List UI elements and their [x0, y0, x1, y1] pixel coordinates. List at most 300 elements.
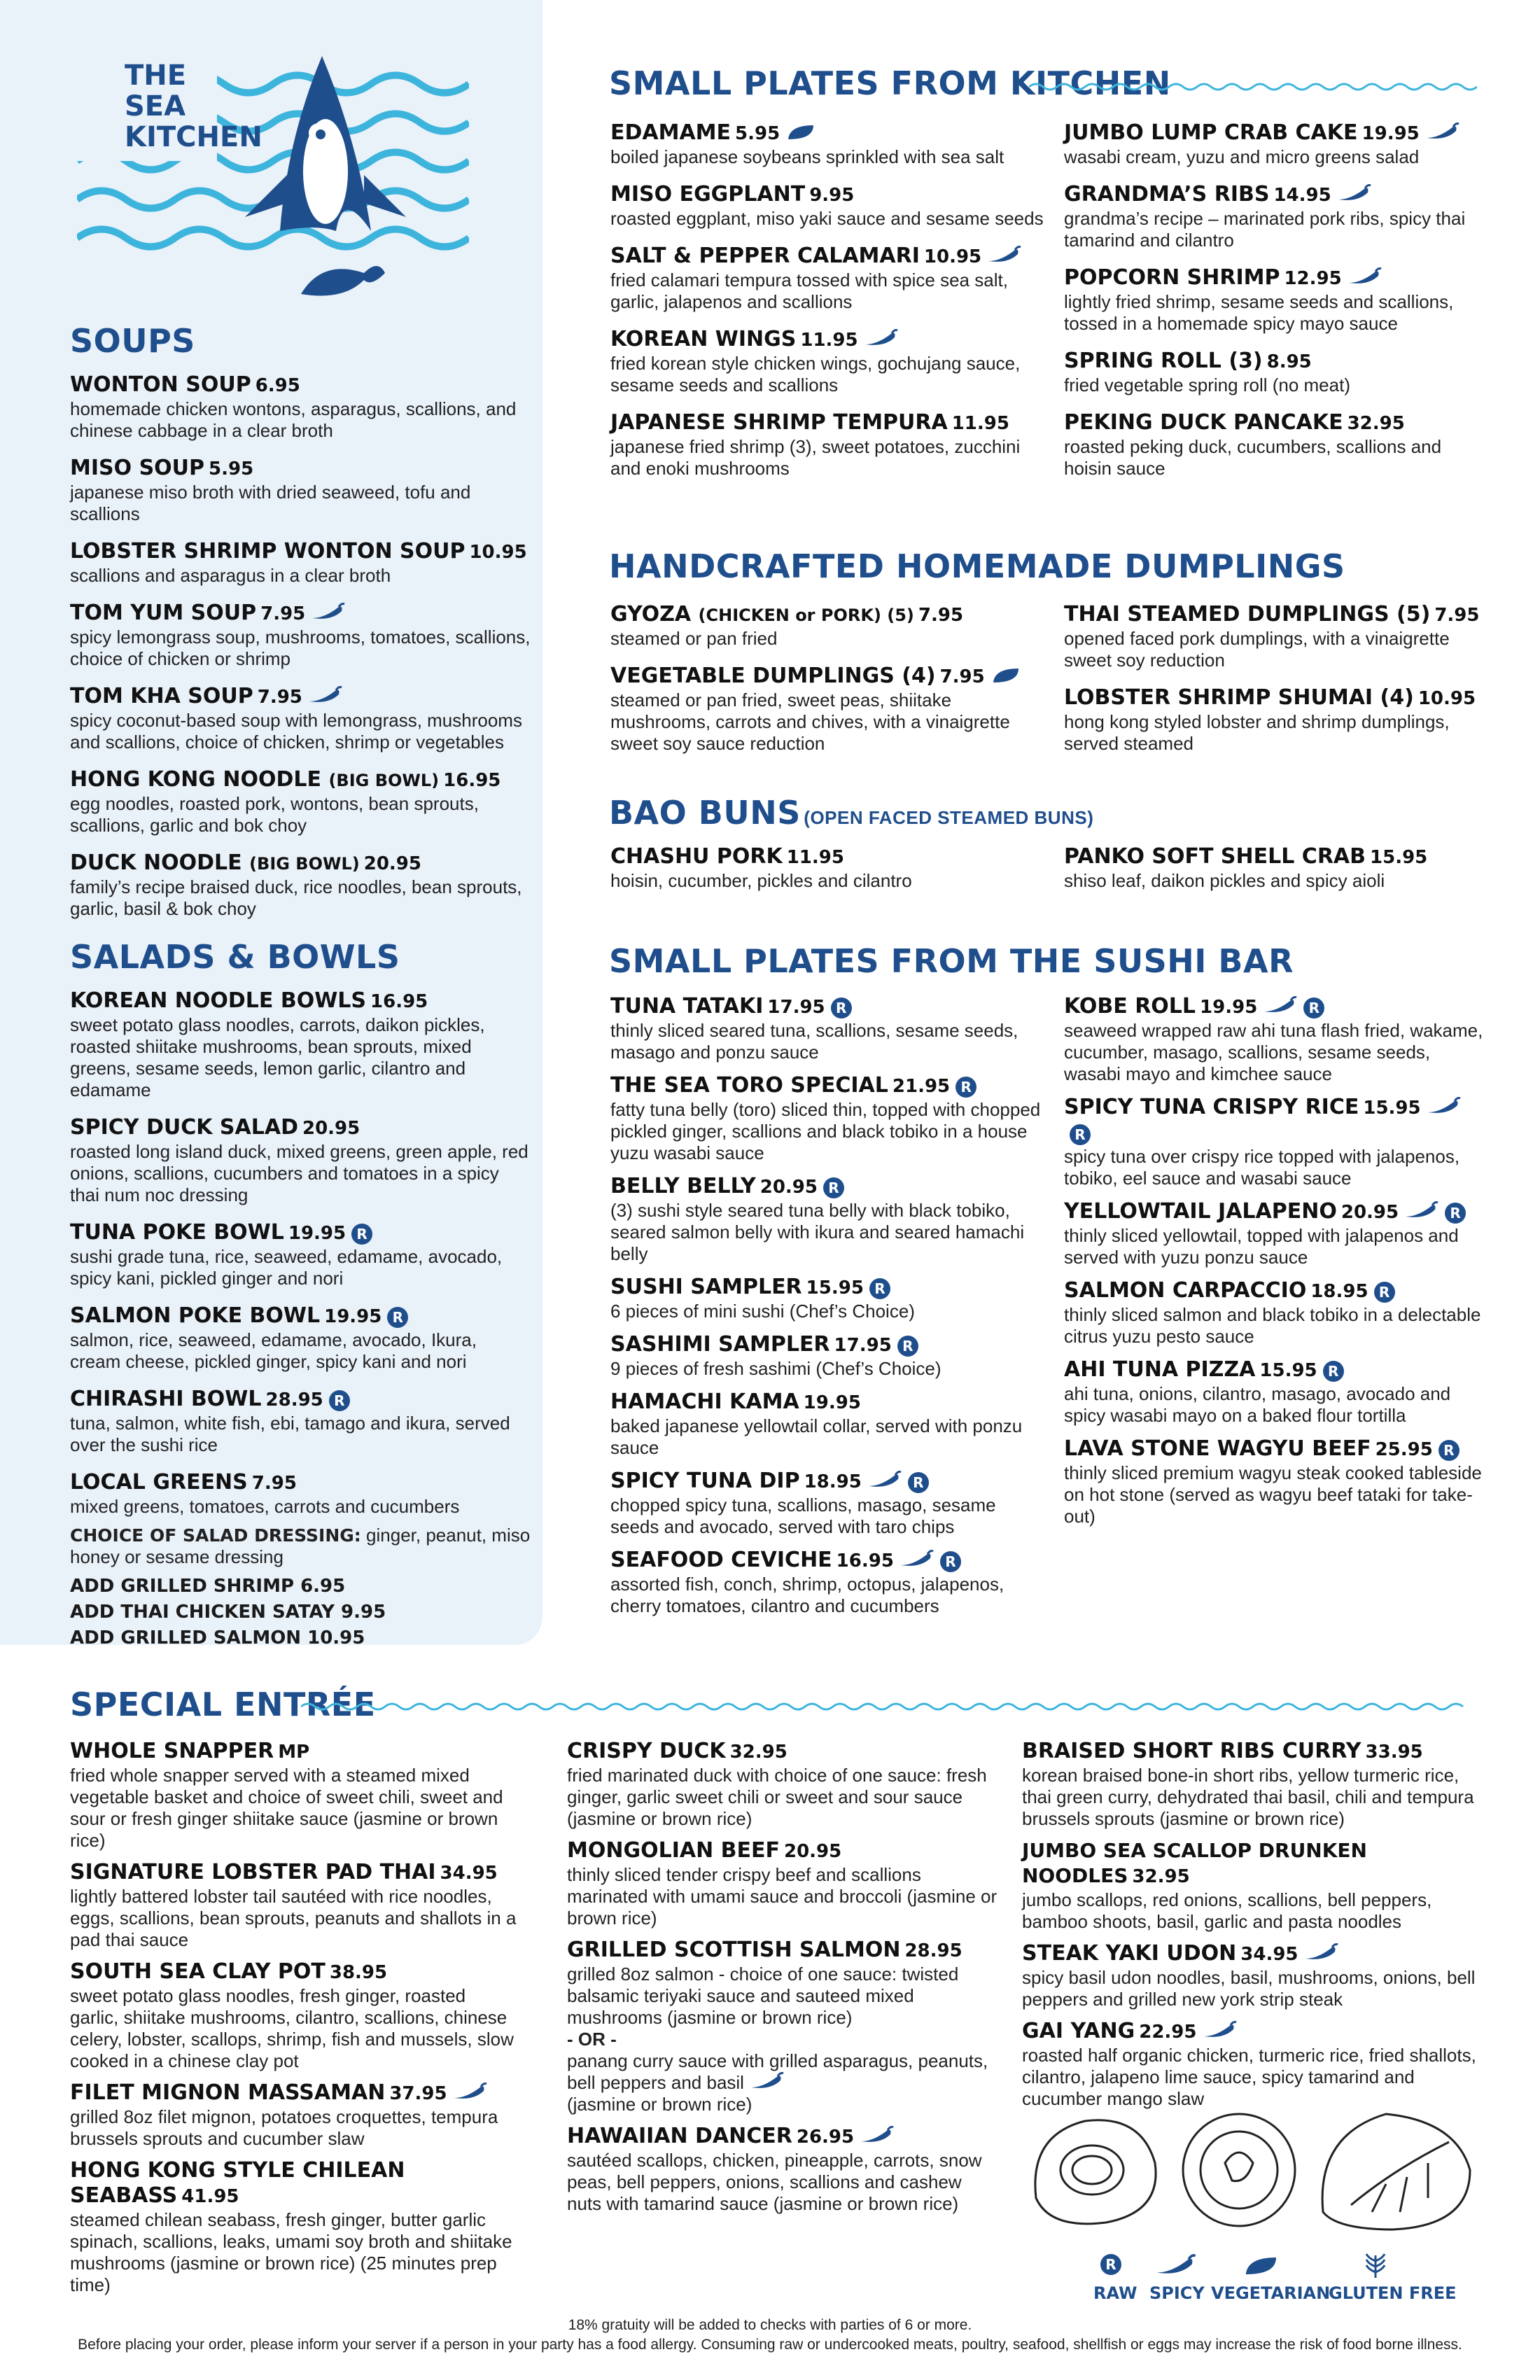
logo-line-2: SEA	[125, 90, 186, 122]
item-description: hong kong styled lobster and shrimp dumplings, served steamed	[1064, 711, 1450, 754]
item-rice-choice: (jasmine or brown rice)	[567, 2094, 752, 2115]
item-description: grandma’s recipe – marinated pork ribs, spicy thai tamarind and cilantro	[1064, 208, 1466, 251]
item-description: thinly sliced seared tuna, scallions, sesame seeds, masago and ponzu sauce	[610, 1020, 1018, 1063]
item-description: lightly battered lobster tail sautéed with rice noodles, eggs, scallions, bean sprouts, peanuts and shallots in a pad thai sauce	[70, 1886, 517, 1950]
kitchen-right-column	[1064, 120, 1484, 493]
menu-item	[1064, 182, 1484, 251]
menu-item	[70, 601, 532, 670]
item-description: shiso leaf, daikon pickles and spicy aioli	[1064, 870, 1385, 891]
item-name: TOM YUM SOUP	[70, 601, 257, 625]
item-price: 15.95	[1259, 1360, 1317, 1381]
item-name: THE SEA TORO SPECIAL	[610, 1073, 888, 1098]
menu-item	[70, 988, 532, 1101]
item-name: SUSHI SAMPLER	[610, 1275, 802, 1299]
item-note: (BIG BOWL)	[249, 854, 360, 874]
spicy-pepper-icon	[899, 1550, 934, 1569]
item-price: 15.95	[1370, 847, 1428, 868]
menu-item	[610, 1073, 1044, 1164]
item-name: MISO SOUP	[70, 456, 205, 480]
item-description-alt	[567, 2050, 1001, 2094]
menu-item	[610, 182, 1044, 230]
spicy-pepper-icon	[864, 329, 899, 349]
item-price: 28.95	[265, 1390, 323, 1410]
raw-badge-icon: R	[1070, 1124, 1091, 1145]
item-description: spicy coconut-based soup with lemongrass, mushrooms and scallions, choice of chicken, shrimp or vegetables	[70, 710, 522, 752]
addon-line: ADD GRILLED SHRIMP 6.95	[70, 1576, 346, 1597]
item-name: GRILLED SCOTTISH SALMON	[567, 1938, 901, 1962]
item-name: JUMBO SEA SCALLOP DRUNKEN NOODLES	[1022, 1839, 1367, 1887]
menu-item	[610, 1275, 1044, 1322]
item-name: KOREAN NOODLE BOWLS	[70, 988, 367, 1013]
salad-dressing-choice	[70, 1525, 532, 1568]
menu-item	[1022, 1739, 1484, 1830]
spicy-pepper-icon	[1427, 1097, 1462, 1116]
item-price: 8.95	[1266, 351, 1312, 372]
raw-badge-icon: R	[387, 1307, 408, 1328]
raw-badge-icon: R	[908, 1472, 929, 1493]
logo-line-3: KITCHEN	[125, 121, 262, 153]
item-price: 6.95	[255, 375, 300, 396]
item-price: 19.95	[288, 1223, 346, 1244]
item-price: 32.95	[1132, 1866, 1190, 1887]
menu-item	[1064, 844, 1484, 892]
item-name: SOUTH SEA CLAY POT	[70, 1959, 326, 1984]
legend-vegetarian-label: VEGETARIAN	[1211, 2283, 1331, 2303]
raw-badge-icon: R	[1323, 1361, 1344, 1382]
kitchen-title: SMALL PLATES FROM KITCHEN	[609, 64, 1171, 102]
item-price: 7.95	[918, 605, 964, 626]
menu-item	[610, 1548, 1044, 1617]
item-name: LOBSTER SHRIMP WONTON SOUP	[70, 539, 465, 564]
item-description: seaweed wrapped raw ahi tuna flash fried, wakame, cucumber, masago, scallions, sesame seeds, wasabi mayo and kimchee sauce	[1064, 1020, 1483, 1084]
item-price: 7.95	[251, 1473, 297, 1494]
menu-item	[1064, 685, 1484, 755]
item-price: 7.95	[260, 603, 306, 624]
item-price: 9.95	[809, 185, 855, 206]
item-note: (BIG BOWL)	[328, 771, 440, 790]
spicy-pepper-icon	[750, 2072, 785, 2092]
item-name: HONG KONG STYLE CHILEAN SEABASS	[70, 2158, 405, 2208]
item-name: BRAISED SHORT RIBS CURRY	[1022, 1739, 1362, 1763]
item-name: MONGOLIAN BEEF	[567, 1838, 780, 1863]
item-note: (CHICKEN or PORK) (5)	[698, 606, 914, 625]
menu-item	[70, 2080, 518, 2150]
item-price: 28.95	[904, 1940, 962, 1961]
item-price: 11.95	[800, 330, 858, 351]
item-price: 7.95	[939, 666, 985, 687]
item-description: ahi tuna, onions, cilantro, masago, avocado and spicy wasabi mayo on a baked flour tortilla	[1064, 1383, 1451, 1426]
menu-item	[610, 994, 1044, 1063]
raw-badge-icon: R	[940, 1551, 961, 1572]
item-name: SALMON CARPACCIO	[1064, 1278, 1307, 1303]
vegetarian-leaf-icon	[785, 122, 820, 142]
item-description: hoisin, cucumber, pickles and cilantro	[610, 870, 912, 891]
raw-badge-icon: R	[955, 1077, 976, 1098]
item-name: TUNA TATAKI	[610, 994, 764, 1018]
item-description: japanese fried shrimp (3), sweet potatoes, zucchini and enoki mushrooms	[610, 436, 1021, 479]
spicy-pepper-icon	[987, 246, 1022, 265]
entree-column-2	[567, 1739, 1001, 2223]
item-price: 38.95	[329, 1962, 388, 1983]
item-price: 20.95	[302, 1118, 360, 1139]
sushi-left-column	[610, 994, 1044, 1627]
item-description: roasted peking duck, cucumbers, scallions and hoisin sauce	[1064, 436, 1442, 479]
vegetarian-leaf-icon	[990, 666, 1026, 685]
item-price: 19.95	[803, 1392, 861, 1413]
menu-item	[1022, 1838, 1484, 1933]
bao-right	[1064, 844, 1484, 906]
item-name: VEGETABLE DUMPLINGS (4)	[610, 664, 936, 688]
item-description: sweet potato glass noodles, carrots, daikon pickles, roasted shiitake mushrooms, bean sprouts, mixed greens, sesame seeds, lemon garlic, cilantro and edamame	[70, 1014, 485, 1100]
item-description: thinly sliced premium wagyu steak cooked tableside on hot stone (served as wagyu beef tataki for take-out)	[1064, 1462, 1482, 1527]
kitchen-left-column	[610, 120, 1044, 493]
menu-item	[70, 1303, 532, 1373]
item-name: CHIRASHI BOWL	[70, 1387, 262, 1411]
menu-item	[1064, 265, 1484, 335]
menu-item	[70, 1220, 532, 1289]
item-name: POPCORN SHRIMP	[1064, 265, 1280, 290]
menu-item	[1064, 994, 1484, 1085]
allergy-disclaimer: Before placing your order, please inform your server if a person in your party has a food allergy. Consuming raw or undercooked meats, poultry, seafood, shellfish or eggs may increase the risk of food borne illness.	[78, 2337, 1462, 2353]
item-description: salmon, rice, seaweed, edamame, avocado, Ikura, cream cheese, pickled ginger, spicy kani and nori	[70, 1329, 477, 1372]
salads-section	[70, 938, 532, 1651]
item-description: chopped spicy tuna, scallions, masago, sesame seeds and avocado, served with taro chips	[610, 1494, 996, 1537]
menu-item	[70, 539, 532, 587]
menu-item	[70, 1959, 518, 2072]
spicy-pepper-icon	[1425, 122, 1460, 142]
item-description: baked japanese yellowtail collar, served with ponzu sauce	[610, 1415, 1023, 1458]
item-price: 11.95	[951, 413, 1009, 434]
item-description: 9 pieces of fresh sashimi (Chef’s Choice)	[610, 1358, 941, 1379]
item-price: 16.95	[370, 991, 428, 1012]
item-price: 20.95	[760, 1177, 818, 1198]
item-name: TOM KHA SOUP	[70, 684, 253, 708]
item-price: 19.95	[1200, 997, 1258, 1018]
alt-sauce-text: panang curry sauce with grilled asparagus, peanuts, bell peppers and basil	[567, 2050, 988, 2093]
item-price: 26.95	[796, 2127, 855, 2148]
item-name: CHASHU PORK	[610, 844, 783, 869]
item-name: HAMACHI KAMA	[610, 1390, 799, 1414]
spicy-pepper-icon	[860, 2126, 895, 2146]
legend-gluten-free-label: GLUTEN FREE	[1329, 2283, 1457, 2303]
legend-raw-label: RAW	[1093, 2283, 1138, 2303]
menu-item	[70, 1739, 518, 1851]
item-price: 37.95	[389, 2083, 447, 2104]
menu-item	[610, 1174, 1044, 1265]
item-price: 19.95	[1362, 123, 1420, 144]
item-name: BELLY BELLY	[610, 1174, 756, 1198]
dumplings-left-column	[610, 602, 1044, 769]
entree-title: SPECIAL ENTRÉE	[70, 1686, 376, 1723]
entree-column-3	[1022, 1739, 1484, 2118]
item-name: YELLOWTAIL JALAPENO	[1064, 1199, 1337, 1224]
menu-item	[610, 1390, 1044, 1459]
item-name: KOBE ROLL	[1064, 994, 1196, 1018]
item-price: 20.95	[363, 853, 421, 874]
bao-subtitle: (OPEN FACED STEAMED BUNS)	[804, 807, 1094, 828]
menu-item	[610, 244, 1044, 313]
item-description: japanese miso broth with dried seaweed, tofu and scallions	[70, 482, 471, 524]
item-price: 34.95	[440, 1863, 498, 1884]
addon-line: ADD THAI CHICKEN SATAY 9.95	[70, 1602, 386, 1623]
spicy-pepper-icon	[867, 1471, 902, 1490]
item-description: thinly sliced salmon and black tobiko in a delectable citrus yuzu pesto sauce	[1064, 1304, 1481, 1347]
menu-item	[70, 456, 532, 525]
spicy-pepper-icon	[308, 686, 343, 706]
legend-raw-badge-icon: R	[1100, 2254, 1121, 2275]
menu-item	[70, 1387, 532, 1456]
item-name: MISO EGGPLANT	[610, 182, 806, 206]
item-price: MP	[278, 1742, 310, 1763]
item-description: boiled japanese soybeans sprinkled with sea salt	[610, 146, 1004, 167]
item-description: roasted half organic chicken, turmeric rice, fried shallots, cilantro, jalapeno lime sauce, spicy tamarind and cucumber mango slaw	[1022, 2045, 1476, 2109]
item-price: 5.95	[735, 123, 780, 144]
item-price: 20.95	[1340, 1202, 1399, 1223]
item-description: sweet potato glass noodles, fresh ginger, roasted garlic, shiitake mushrooms, cilantro, scallions, chinese celery, lobster, scallops, shrimp, fish and mussels, slow cooked in a chinese clay pot	[70, 1985, 514, 2071]
item-description: 6 pieces of mini sushi (Chef’s Choice)	[610, 1301, 915, 1322]
item-name: LAVA STONE WAGYU BEEF	[1064, 1436, 1371, 1461]
menu-item	[1064, 349, 1484, 396]
menu-item	[610, 120, 1044, 168]
item-description: roasted long island duck, mixed greens, green apple, red onions, scallions, cucumbers and tomatoes in a spicy thai num noc dressing	[70, 1141, 528, 1205]
menu-item	[1064, 1199, 1484, 1268]
spicy-pepper-icon	[1404, 1201, 1439, 1221]
item-price: 19.95	[324, 1306, 382, 1327]
menu-item	[70, 372, 532, 442]
dressing-options: ginger, peanut, miso honey or sesame dressing	[70, 1525, 531, 1567]
item-name: PANKO SOFT SHELL CRAB	[1064, 844, 1366, 869]
item-name: SPRING ROLL (3)	[1064, 349, 1263, 373]
item-description: steamed or pan fried	[610, 628, 778, 649]
item-name: GAI YANG	[1022, 2019, 1135, 2043]
item-description: grilled 8oz salmon - choice of one sauce: twisted balsamic teriyaki sauce and sauteed mixed mushrooms (jasmine or brown rice)	[567, 1963, 959, 2028]
item-price: 16.95	[443, 770, 501, 791]
soups-title: SOUPS	[70, 322, 195, 360]
item-name: FILET MIGNON MASSAMAN	[70, 2080, 386, 2105]
item-name: SALT & PEPPER CALAMARI	[610, 244, 920, 268]
legend-vegetarian-icon	[1242, 2254, 1284, 2278]
spicy-pepper-icon	[1348, 267, 1382, 287]
menu-item	[567, 1739, 1001, 1830]
item-name: JUMBO LUMP CRAB CAKE	[1064, 120, 1358, 145]
shellfish-illustration	[1022, 2093, 1512, 2233]
raw-badge-icon: R	[1374, 1282, 1395, 1303]
item-description: spicy basil udon noodles, basil, mushrooms, onions, bell peppers and grilled new york strip steak	[1022, 1967, 1476, 2010]
sushi-right-column	[1064, 994, 1484, 1537]
item-description: roasted eggplant, miso yaki sauce and sesame seeds	[610, 208, 1044, 229]
menu-item	[1064, 1357, 1484, 1427]
logo-line-1: THE	[125, 59, 187, 92]
item-price: 14.95	[1273, 185, 1331, 206]
item-price: 34.95	[1240, 1944, 1298, 1965]
raw-badge-icon: R	[351, 1224, 372, 1245]
item-name: CRISPY DUCK	[567, 1739, 726, 1763]
item-price: 32.95	[729, 1742, 788, 1763]
item-description: fried vegetable spring roll (no meat)	[1064, 374, 1350, 396]
item-price: 25.95	[1375, 1439, 1433, 1460]
menu-item	[70, 684, 532, 753]
bao-title: BAO BUNS	[609, 794, 801, 832]
spicy-pepper-icon	[1263, 996, 1298, 1016]
legend-gluten-free-icon	[1358, 2251, 1393, 2279]
item-price: 20.95	[783, 1841, 842, 1862]
spicy-pepper-icon	[453, 2082, 488, 2102]
menu-item	[567, 1838, 1001, 1929]
item-name: LOCAL GREENS	[70, 1470, 248, 1494]
menu-item	[610, 602, 1044, 650]
item-price: 33.95	[1365, 1742, 1423, 1763]
item-name: SEAFOOD CEVICHE	[610, 1548, 832, 1572]
item-description: assorted fish, conch, shrimp, octopus, jalapenos, cherry tomatoes, cilantro and cucumbers	[610, 1574, 1004, 1616]
item-description: jumbo scallops, red onions, scallions, bell peppers, bamboo shoots, basil, garlic and pasta noodles	[1022, 1889, 1432, 1932]
menu-item	[610, 664, 1044, 755]
spicy-pepper-icon	[1304, 1943, 1339, 1963]
raw-badge-icon: R	[869, 1278, 890, 1299]
item-description: mixed greens, tomatoes, carrots and cucumbers	[70, 1496, 460, 1517]
bao-heading	[609, 794, 1093, 832]
item-name: HONG KONG NOODLE	[70, 767, 321, 792]
wave-divider	[301, 1701, 1477, 1712]
raw-badge-icon: R	[1303, 997, 1324, 1018]
item-name: WONTON SOUP	[70, 372, 251, 397]
item-description: steamed chilean seabass, fresh ginger, butter garlic spinach, scallions, leaks, umami soy broth and shiitake mushrooms (jasmine or brown rice) (25 minutes prep time)	[70, 2209, 512, 2295]
dumplings-right-column	[1064, 602, 1484, 769]
menu-item	[610, 1332, 1044, 1380]
item-description: wasabi cream, yuzu and micro greens salad	[1064, 146, 1420, 167]
item-name: GYOZA	[610, 602, 692, 626]
item-description: tuna, salmon, white fish, ebi, tamago and ikura, served over the sushi rice	[70, 1413, 510, 1455]
item-name: KOREAN WINGS	[610, 327, 797, 351]
item-price: 7.95	[1434, 605, 1480, 626]
item-name: STEAK YAKI UDON	[1022, 1941, 1237, 1966]
item-description: spicy tuna over crispy rice topped with jalapenos, tobiko, eel sauce and wasabi sauce	[1064, 1146, 1460, 1189]
item-price: 22.95	[1139, 2022, 1197, 2043]
entree-column-1	[70, 1739, 518, 2304]
item-description: opened faced pork dumplings, with a vinaigrette sweet soy reduction	[1064, 628, 1450, 671]
item-description: sautéed scallops, chicken, pineapple, carrots, snow peas, bell peppers, onions, scallions and cashew nuts with tamarind sauce (jasmine or brown rice)	[567, 2150, 982, 2214]
item-description: egg noodles, roasted pork, wontons, bean sprouts, scallions, garlic and bok choy	[70, 793, 479, 836]
item-description: homemade chicken wontons, asparagus, scallions, and chinese cabbage in a clear broth	[70, 398, 517, 441]
spicy-pepper-icon	[1203, 2021, 1238, 2040]
item-description: korean braised bone-in short ribs, yellow turmeric rice, thai green curry, dehydrated thai basil, chili and tempura brussels sprouts (jasmine or brown rice)	[1022, 1765, 1474, 1829]
menu-item	[70, 767, 532, 836]
item-price: 32.95	[1347, 413, 1405, 434]
item-price: 15.95	[806, 1278, 864, 1298]
item-name: THAI STEAMED DUMPLINGS (5)	[1064, 602, 1431, 626]
item-name: HAWAIIAN DANCER	[567, 2124, 792, 2148]
menu-item	[1064, 1436, 1484, 1527]
item-price: 10.95	[469, 542, 527, 563]
legend-spicy-label: SPICY	[1149, 2283, 1205, 2303]
soups-section	[70, 322, 532, 934]
spicy-pepper-icon	[311, 603, 346, 622]
item-description: sushi grade tuna, rice, seaweed, edamame, avocado, spicy kani, pickled ginger and nori	[70, 1246, 503, 1289]
salads-title: SALADS & BOWLS	[70, 938, 400, 976]
menu-item	[567, 2124, 1001, 2215]
item-description: spicy lemongrass soup, mushrooms, tomatoes, scallions, choice of chicken or shrimp	[70, 626, 531, 669]
item-name: PEKING DUCK PANCAKE	[1064, 410, 1343, 435]
menu-item	[1064, 602, 1484, 671]
item-description: (3) sushi style seared tuna belly with black tobiko, seared salmon belly with ikura and seared hamachi belly	[610, 1200, 1025, 1264]
item-price: 16.95	[836, 1550, 894, 1572]
item-description: lightly fried shrimp, sesame seeds and scallions, tossed in a homemade spicy mayo sauce	[1064, 291, 1454, 334]
menu-item	[1064, 1095, 1484, 1189]
item-description: scallions and asparagus in a clear broth	[70, 565, 391, 586]
item-name: SPICY TUNA CRISPY RICE	[1064, 1095, 1359, 1119]
item-name: AHI TUNA PIZZA	[1064, 1357, 1256, 1382]
dumplings-title: HANDCRAFTED HOMEMADE DUMPLINGS	[609, 547, 1345, 585]
item-name: SIGNATURE LOBSTER PAD THAI	[70, 1860, 436, 1884]
dressing-label: CHOICE OF SALAD DRESSING:	[70, 1525, 361, 1546]
menu-item	[610, 1469, 1044, 1538]
item-price: 10.95	[1418, 688, 1476, 709]
item-name: WHOLE SNAPPER	[70, 1739, 274, 1763]
item-price: 11.95	[786, 847, 844, 868]
item-name: TUNA POKE BOWL	[70, 1220, 284, 1245]
item-name: SALMON POKE BOWL	[70, 1303, 321, 1328]
item-name: SASHIMI SAMPLER	[610, 1332, 830, 1357]
menu-item	[1064, 120, 1484, 168]
spicy-pepper-icon	[1337, 184, 1372, 204]
raw-badge-icon: R	[831, 997, 852, 1018]
item-description: family’s recipe braised duck, rice noodles, bean sprouts, garlic, basil & bok choy	[70, 876, 522, 919]
item-price: 12.95	[1284, 268, 1342, 289]
raw-badge-icon: R	[897, 1336, 918, 1357]
addon-line: ADD GRILLED SALMON 10.95	[70, 1628, 365, 1648]
item-description: fried whole snapper served with a steamed mixed vegetable basket and choice of sweet chili, sweet and sour or fresh ginger shiitake sauce (jasmine or brown rice)	[70, 1765, 503, 1851]
gratuity-note: 18% gratuity will be added to checks with parties of 6 or more.	[568, 2317, 972, 2333]
menu-item	[70, 1470, 532, 1518]
raw-badge-icon: R	[1438, 1440, 1460, 1461]
item-price: 10.95	[923, 246, 982, 267]
item-name: EDAMAME	[610, 120, 732, 145]
raw-badge-icon: R	[823, 1177, 844, 1198]
item-price: 7.95	[257, 687, 302, 708]
menu-item	[70, 2158, 518, 2296]
sushi-title: SMALL PLATES FROM THE SUSHI BAR	[609, 942, 1294, 980]
item-price: 5.95	[209, 458, 254, 479]
item-price: 18.95	[1310, 1281, 1368, 1302]
menu-item	[567, 1938, 1001, 2115]
menu-item	[70, 850, 532, 920]
menu-item	[70, 1860, 518, 1951]
wave-divider	[1029, 81, 1477, 92]
item-description: fatty tuna belly (toro) sliced thin, topped with chopped pickled ginger, scallions and black tobiko in a house yuzu wasabi sauce	[610, 1099, 1041, 1163]
item-description: fried calamari tempura tossed with spice sea salt, garlic, jalapenos and scallions	[610, 270, 1008, 312]
item-or-divider: - OR -	[567, 2029, 617, 2050]
item-description: thinly sliced tender crispy beef and scallions marinated with umami sauce and broccoli (jasmine or brown rice)	[567, 1864, 997, 1928]
item-name: SPICY DUCK SALAD	[70, 1115, 298, 1140]
item-name: JAPANESE SHRIMP TEMPURA	[610, 410, 948, 435]
menu-item	[1022, 1941, 1484, 2010]
bao-left	[610, 844, 1044, 906]
item-price: 21.95	[892, 1076, 951, 1097]
item-price: 17.95	[767, 997, 825, 1018]
legend	[1078, 2240, 1470, 2317]
item-name: GRANDMA’S RIBS	[1064, 182, 1270, 206]
item-description: fried korean style chicken wings, gochujang sauce, sesame seeds and scallions	[610, 353, 1021, 396]
menu-item	[70, 1115, 532, 1206]
item-price: 17.95	[834, 1335, 892, 1356]
item-price: 18.95	[804, 1471, 862, 1492]
menu-item	[1064, 410, 1484, 479]
menu-item	[610, 844, 1044, 892]
menu-item	[610, 410, 1044, 479]
item-price: 15.95	[1363, 1098, 1421, 1119]
menu-item	[610, 327, 1044, 396]
item-price: 41.95	[181, 2186, 239, 2207]
item-description: fried marinated duck with choice of one sauce: fresh ginger, garlic sweet chili or sweet and sour sauce (jasmine or brown rice)	[567, 1765, 987, 1829]
